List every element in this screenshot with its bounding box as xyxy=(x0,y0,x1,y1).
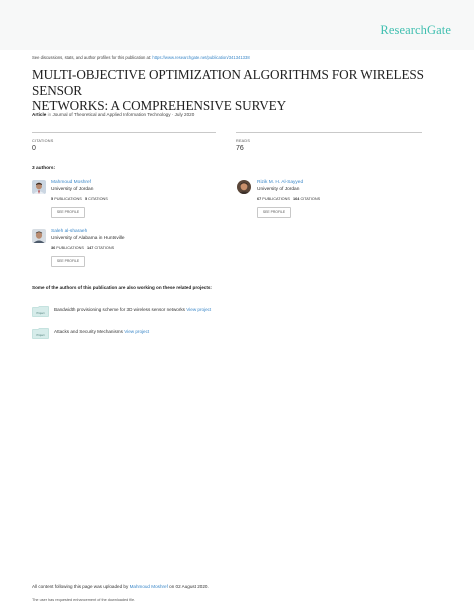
author-avatar-mahmoud[interactable] xyxy=(32,180,46,194)
project-folder-icon xyxy=(32,326,49,337)
project-title: Bandwidth provisioning scheme for 3D wireless sensor networks xyxy=(54,307,185,312)
disclaimer-line xyxy=(32,55,250,60)
see-profile-button-mahmoud[interactable]: SEE PROFILE xyxy=(51,207,85,218)
paper-title xyxy=(32,67,452,114)
project-icon-label: Project xyxy=(36,334,45,337)
stats-divider-left xyxy=(32,132,216,133)
author-publications-label: PUBLICATIONS xyxy=(262,197,290,201)
author-publications-count: 5 xyxy=(51,197,54,201)
related-projects-heading: Some of the authors of this publication are also working on these related projects: xyxy=(32,285,212,290)
author-institution-mahmoud: University of Jordan xyxy=(51,187,94,192)
author-citations-count: 164 xyxy=(293,197,300,201)
paper-title-line-1: MULTI-OBJECTIVE OPTIMIZATION ALGORITHMS FOR WIRELESS SENSOR xyxy=(32,67,424,98)
author-publications-count: 67 xyxy=(257,197,262,201)
upload-suffix: on 02 August 2020. xyxy=(169,584,209,589)
author-stats-saleh xyxy=(51,246,114,250)
upload-note xyxy=(32,584,209,589)
project-icon-label: Project xyxy=(36,312,45,315)
view-project-link[interactable]: View project xyxy=(186,307,212,312)
journal-name: Journal of Theoretical and Applied Information Technology · July 2020 xyxy=(52,112,195,117)
uploader-link[interactable]: Mahmoud Moshref xyxy=(129,584,168,589)
author-publications-count: 36 xyxy=(51,246,56,250)
citations-label: CITATIONS xyxy=(32,139,54,143)
author-name-saleh[interactable]: Saleh al-sharaeh xyxy=(51,229,88,234)
author-institution-saleh: University of Alabama in Huntsville xyxy=(51,236,125,241)
see-profile-button-saleh[interactable]: SEE PROFILE xyxy=(51,256,85,267)
author-citations-count: 5 xyxy=(84,197,88,201)
author-avatar-rizik[interactable] xyxy=(237,180,251,194)
publication-url-link[interactable]: https://www.researchgate.net/publication/341341338 xyxy=(152,55,250,60)
author-name-rizik[interactable]: Rizik M. H. Al-Sayyed xyxy=(257,180,304,185)
paper-title-line-2: NETWORKS: A COMPREHENSIVE SURVEY xyxy=(32,98,287,113)
article-type: Article xyxy=(32,112,47,117)
stats-divider-right xyxy=(236,132,422,133)
author-citations-count: 147 xyxy=(87,246,94,250)
project-title: Attacks and Security Mechanisms xyxy=(54,329,123,334)
author-publications-label: PUBLICATIONS xyxy=(54,197,82,201)
upload-prefix: All content following this page was uploaded by xyxy=(32,584,129,589)
article-meta xyxy=(32,112,194,117)
author-publications-label: PUBLICATIONS xyxy=(56,246,84,250)
authors-heading: 3 authors: xyxy=(32,166,56,171)
author-stats-mahmoud xyxy=(51,197,108,201)
researchgate-logo[interactable]: ResearchGate xyxy=(380,23,451,37)
author-name-mahmoud[interactable]: Mahmoud Moshref xyxy=(51,180,91,185)
reads-value: 76 xyxy=(236,145,244,152)
reads-label: READS xyxy=(236,139,251,143)
disclaimer-text: See discussions, stats, and author profiles for this publication at: xyxy=(32,55,152,60)
project-folder-icon xyxy=(32,304,49,315)
author-citations-label: CITATIONS xyxy=(94,246,115,250)
author-institution-rizik: University of Jordan xyxy=(257,187,300,192)
related-project-2 xyxy=(54,329,149,334)
related-project-1 xyxy=(54,307,211,312)
author-stats-rizik xyxy=(257,197,320,201)
article-in: in xyxy=(47,112,52,117)
citations-value: 0 xyxy=(32,145,36,152)
author-avatar-saleh[interactable] xyxy=(32,229,46,243)
enhancement-note: The user has requested enhancement of the downloaded file. xyxy=(32,598,136,602)
author-citations-label: CITATIONS xyxy=(88,197,108,201)
see-profile-button-rizik[interactable]: SEE PROFILE xyxy=(257,207,291,218)
author-citations-label: CITATIONS xyxy=(300,197,321,201)
view-project-link[interactable]: View project xyxy=(124,329,150,334)
